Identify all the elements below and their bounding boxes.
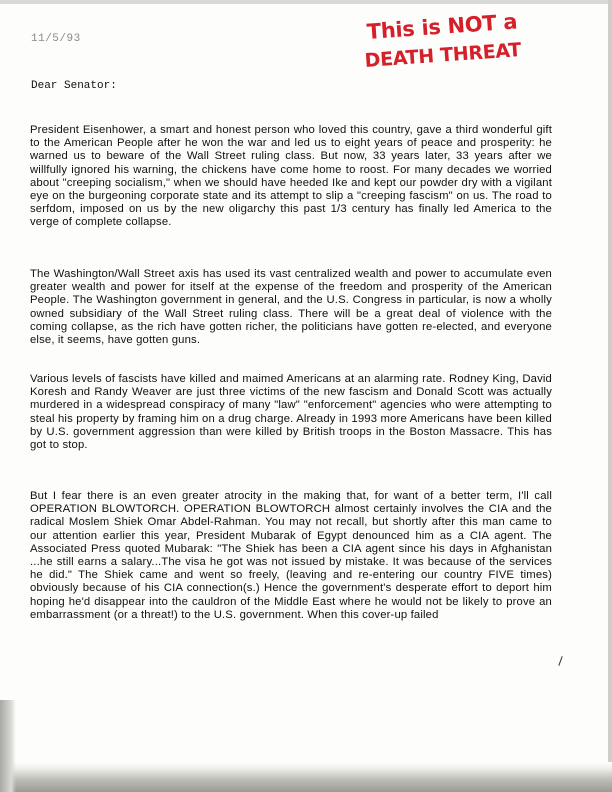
stamp-line-1: This is NOT a	[366, 9, 518, 44]
paragraph-2: The Washington/Wall Street axis has used its vast centralized wealth and power to accumulate even greater wealth and power for itself at the expense of the freedom and prosperity of the American People. The Washington government in general, and the U.S. Congress in particular, is now a wholly owned subsidiary of the Wall Street ruling class. There will be a great deal of violence with the coming collapse, as the rich have gotten richer, the politicians have gotten re-elected, and everyone else, it seems, have gotten guns.	[30, 268, 552, 347]
red-stamp	[350, 8, 532, 78]
scan-shadow-left	[0, 700, 16, 792]
scan-edge-top	[0, 0, 612, 4]
salutation: Dear Senator:	[31, 80, 117, 92]
stamp-line-2: DEATH THREAT	[364, 39, 522, 72]
letter-date: 11/5/93	[31, 33, 81, 45]
paragraph-3: Various levels of fascists have killed and maimed Americans at an alarming rate. Rodney King, David Koresh and Randy Weaver are just three victims of the new fascism and Donald Scott was actually murdered in a widespread conspiracy of many "law" "enforcement" agencies who were attempting to steal his property by framing him on a drug charge. Already in 1993 more Americans have been killed by U.S. government aggression than were killed by British troops in the Boston Massacre. This has got to stop.	[30, 373, 552, 452]
paragraph-4: But I fear there is an even greater atrocity in the making that, for want of a better term, I'll call OPERATION BLOWTORCH. OPERATION BLOWTORCH almost certainly involves the CIA and the radical Moslem Shiek Omar Abdel-Rahman. You may not recall, but shortly after this man came to our attention earlier this year, President Mubarak of Egypt denounced him as a CIA agent. The Associated Press quoted Mubarak: "The Shiek has been a CIA agent since his days in Afghanistan ...he still earns a salary...The visa he got was not issued by mistake. It was because of the services he did." The Shiek came and went so freely, (leaving and re-entering our country FIVE times) obviously because of his CIA connection(s.) Hence the government's desperate effort to deport him hoping he'd disappear into the cauldron of the Middle East where he would not be likely to prove an embarrassment (or a threat!) to the U.S. government. When this cover-up failed	[30, 490, 552, 621]
scan-edge-right	[608, 0, 612, 792]
pen-mark	[558, 656, 562, 666]
scan-edge-bottom	[0, 762, 612, 792]
paragraph-1: President Eisenhower, a smart and honest person who loved this country, gave a third wonderful gift to the American People after he won the war and led us to eight years of peace and prosperity: he warned us to beware of the Wall Street ruling class. But now, 33 years later, 33 years after we willfully ignored his warning, the chickens have come home to roost. For many decades we worried about "creeping socialism," when we should have heeded Ike and kept our powder dry with a vigilant eye on the burgeoning corporate state and its attempt to slip a "creeping fascism" on us. The road to serfdom, imposed on us by the new oligarchy this past 1/3 century has finally led America to the verge of complete collapse.	[30, 124, 552, 229]
